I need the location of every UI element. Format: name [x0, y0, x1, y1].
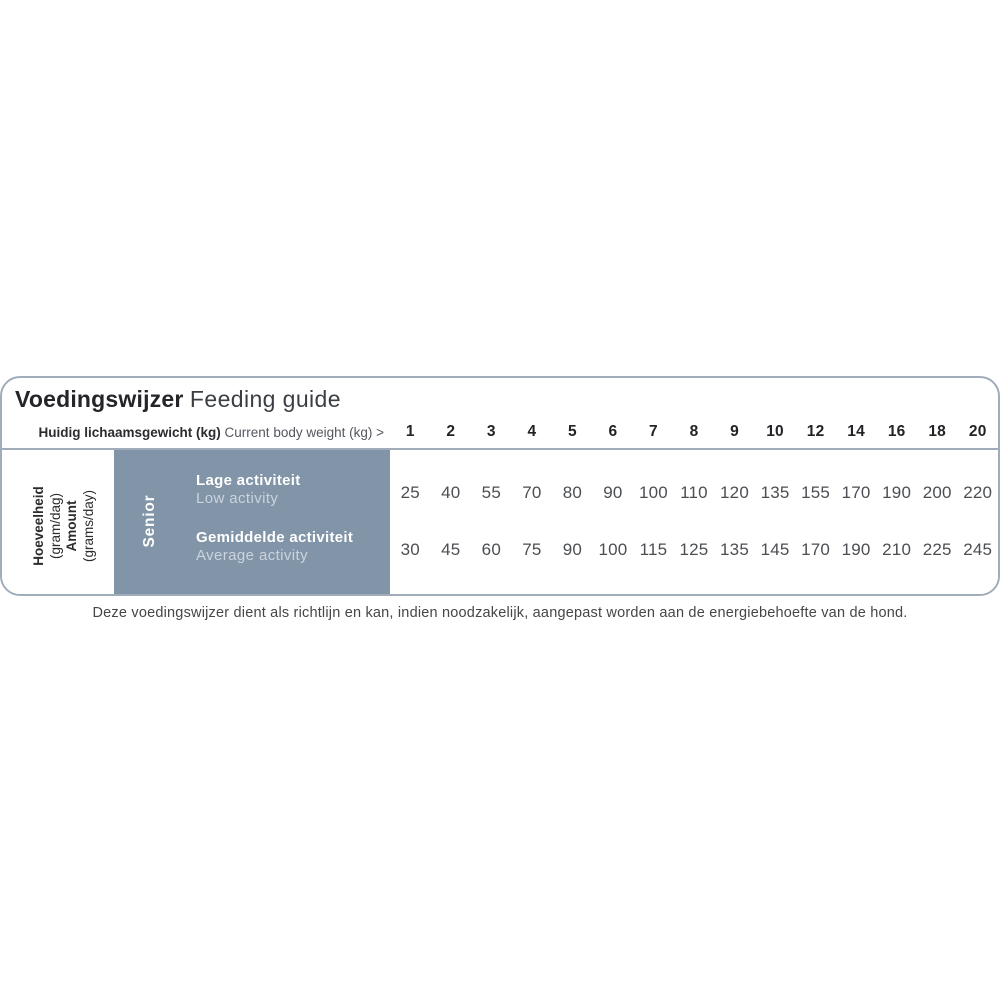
weight-col-header: 3 [486, 423, 496, 440]
amount-value: 40 [441, 482, 461, 502]
life-stage-label: Senior [141, 494, 158, 548]
amount-value: 110 [680, 482, 708, 502]
weight-col-header: 5 [567, 423, 577, 440]
amount-value: 120 [720, 482, 749, 502]
amount-axis-label [31, 441, 97, 596]
amount-value: 80 [562, 482, 583, 502]
amount-value: 145 [760, 539, 790, 559]
amount-value: 210 [882, 539, 912, 559]
amount-value: 170 [841, 482, 871, 502]
activity-label-dutch: Lage activiteit [196, 472, 301, 489]
amount-value: 70 [522, 482, 542, 502]
activity-labels [196, 450, 390, 594]
activity-row-label [196, 529, 390, 586]
amount-label-dutch: Hoeveelheid [31, 486, 46, 566]
amount-value: 75 [522, 539, 542, 559]
title-dutch: Voedingswijzer [15, 386, 184, 412]
amount-value: 90 [562, 539, 583, 559]
amount-value: 190 [882, 482, 912, 502]
weight-col-header: 16 [887, 423, 906, 440]
weight-col-header: 7 [649, 423, 658, 440]
weight-col-header: 14 [847, 423, 865, 440]
life-stage-block [114, 450, 390, 594]
amount-value: 100 [598, 539, 628, 559]
weight-col-header: 8 [689, 423, 699, 440]
weight-col-header: 6 [608, 423, 618, 440]
amount-value: 170 [801, 539, 831, 559]
activity-label-english: Average activity [196, 547, 309, 564]
activity-row-label [196, 472, 390, 529]
table-row [390, 464, 998, 521]
weight-header-label [2, 425, 390, 440]
amount-value: 115 [639, 539, 668, 559]
amount-value: 55 [481, 482, 501, 502]
weight-label-dutch: Huidig lichaamsgewicht (kg) [38, 424, 221, 440]
amount-value: 60 [481, 539, 501, 559]
amount-label-english: Amount [64, 500, 79, 552]
weight-col-header: 18 [928, 423, 946, 440]
table-row [390, 521, 998, 578]
data-grid [390, 450, 998, 594]
amount-value: 190 [841, 539, 871, 559]
amount-value: 25 [400, 482, 420, 502]
amount-value: 30 [400, 539, 420, 559]
amount-value: 225 [922, 539, 952, 559]
amount-value: 200 [922, 482, 952, 502]
amount-value: 135 [760, 482, 790, 502]
weight-col-header: 4 [527, 423, 537, 440]
amount-value: 135 [720, 539, 749, 559]
page-title [15, 385, 341, 413]
amount-value: 155 [801, 482, 831, 502]
table-body [2, 448, 998, 594]
weight-col-header: 2 [446, 423, 456, 440]
weight-label-english: Current body weight (kg) > [224, 424, 384, 440]
weight-col-header: 1 [405, 423, 415, 440]
activity-label-dutch: Gemiddelde activiteit [196, 529, 354, 546]
weight-col-header: 10 [766, 423, 784, 440]
amount-unit-dutch: (gram/dag) [47, 492, 63, 560]
amount-value: 90 [603, 482, 623, 502]
feeding-guide-card [0, 376, 1000, 596]
amount-value: 45 [441, 539, 461, 559]
amount-axis-column [2, 450, 114, 594]
amount-value: 100 [638, 482, 668, 502]
weight-col-header: 9 [730, 423, 739, 440]
weight-header-row [2, 418, 998, 446]
weight-col-header: 20 [968, 423, 987, 440]
activity-label-english: Low activity [196, 490, 279, 507]
amount-value: 125 [679, 539, 709, 559]
amount-value: 245 [963, 539, 993, 559]
weight-col-header: 12 [806, 423, 825, 440]
footnote: Deze voedingswijzer dient als richtlijn en kan, indien noodzakelijk, aangepast worden aan de energiebehoefte van de hond. [92, 605, 908, 621]
title-english: Feeding guide [189, 386, 341, 412]
amount-unit-english: (grams/day) [80, 490, 96, 563]
amount-value: 220 [963, 482, 993, 502]
